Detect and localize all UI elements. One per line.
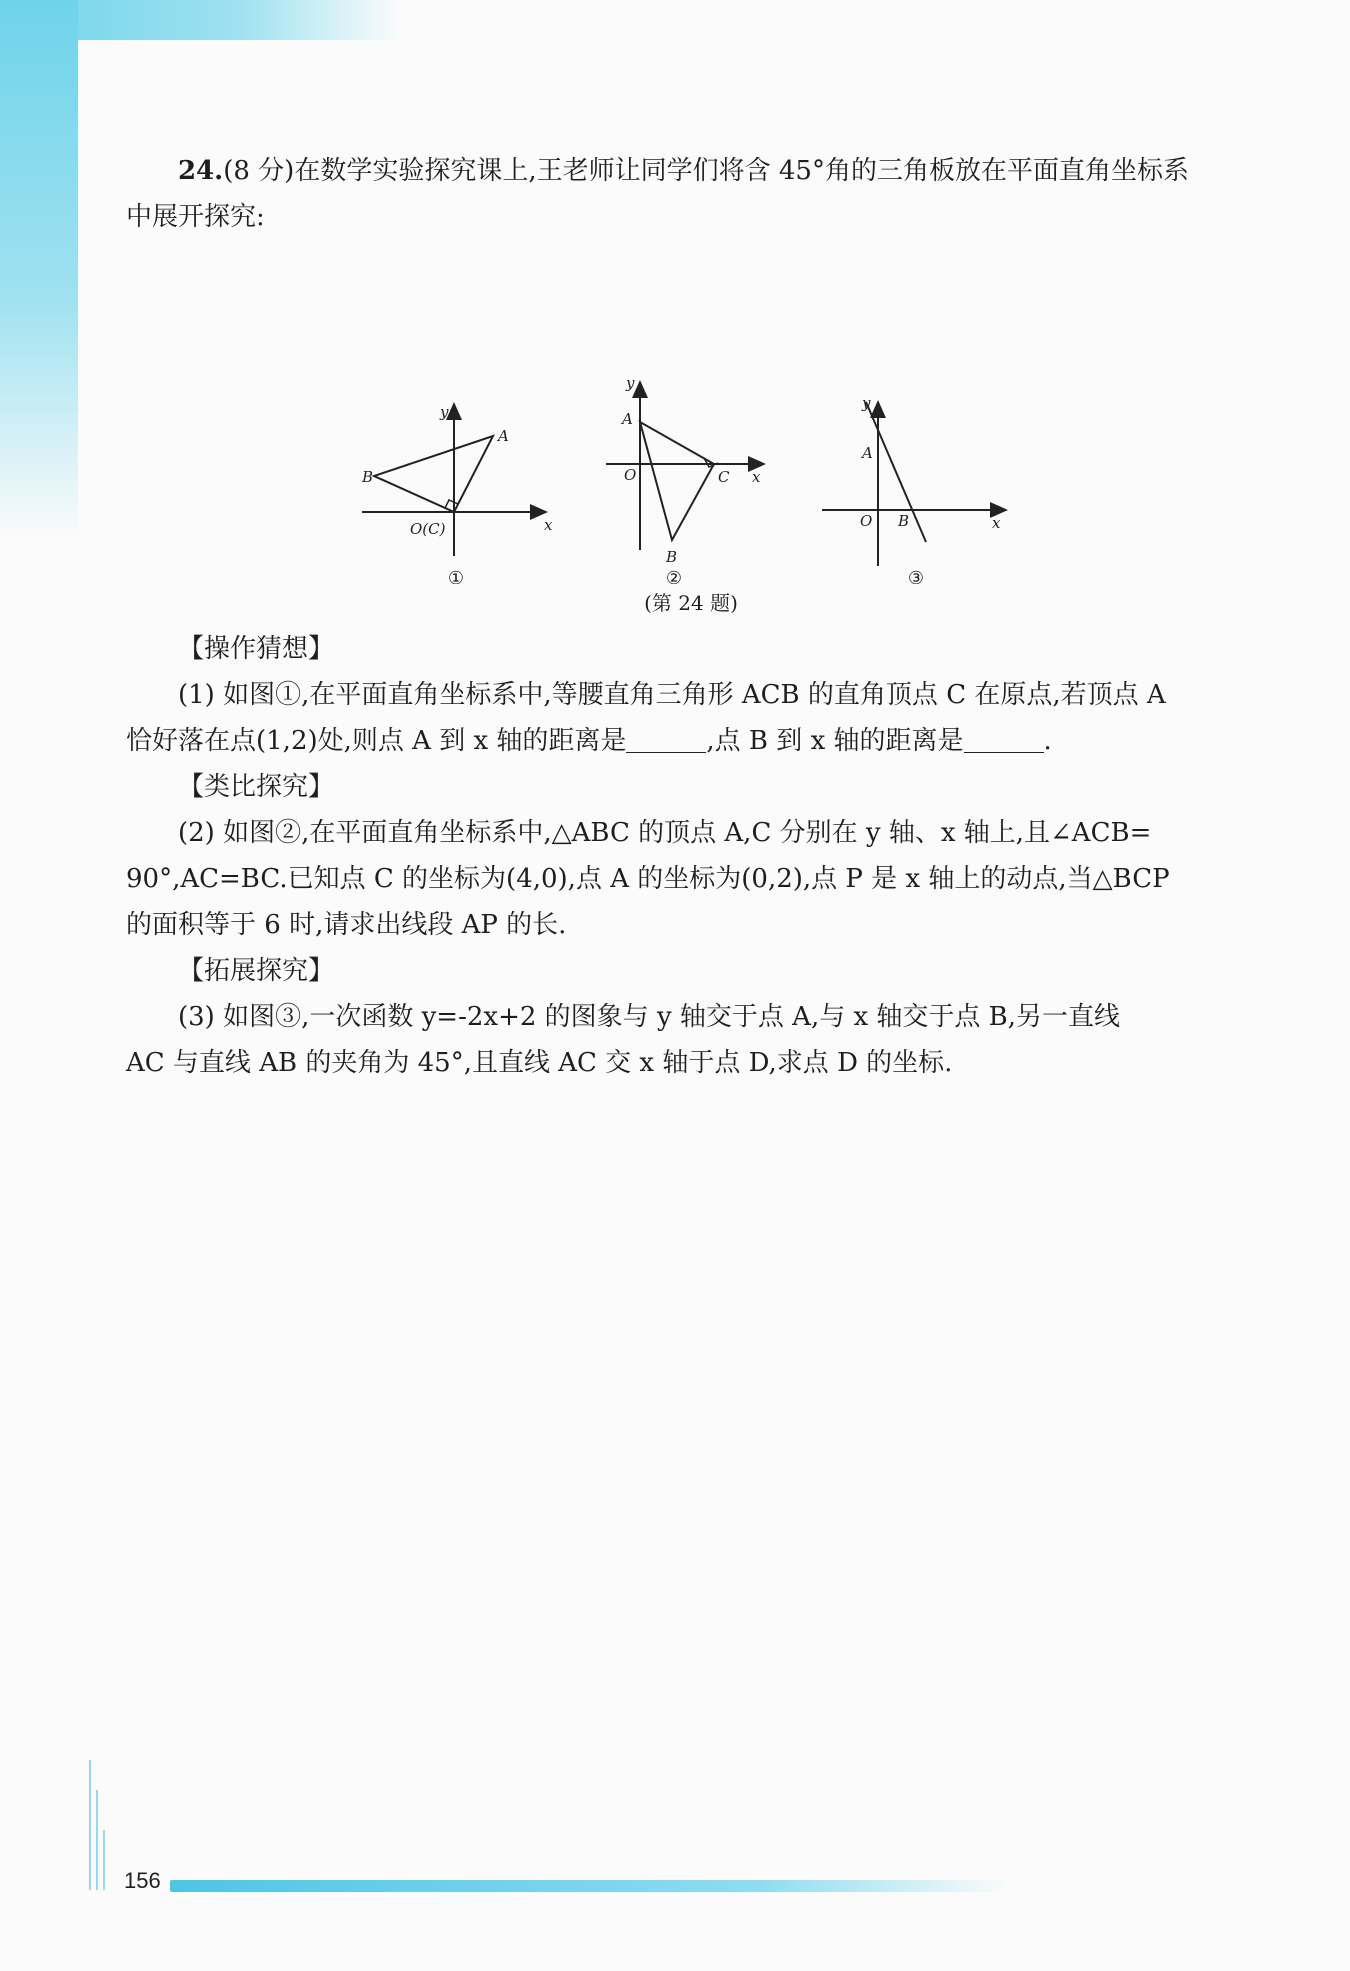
part1-line1: (1) 如图①,在平面直角坐标系中,等腰直角三角形 ACB 的直角顶点 C 在原点,若顶点 A bbox=[178, 680, 1166, 710]
part2-line3: 的面积等于 6 时,请求出线段 AP 的长. bbox=[126, 910, 567, 940]
part2-heading: 【类比探究】 bbox=[178, 772, 335, 802]
fig3-O-label: O bbox=[860, 512, 873, 530]
fig2-x-label: x bbox=[752, 468, 761, 486]
fig1-A-label: A bbox=[498, 427, 509, 445]
part2-line2: 90°,AC=BC.已知点 C 的坐标为(4,0),点 A 的坐标为(0,2),点 P 是 x 轴上的动点,当△BCP bbox=[126, 864, 1170, 894]
fig3-number: ③ bbox=[907, 568, 925, 584]
fig2-number: ② bbox=[665, 568, 683, 584]
fig3-A-label: A bbox=[862, 444, 873, 462]
page-number: 156 bbox=[124, 1868, 161, 1893]
fig1-number: ① bbox=[447, 568, 465, 584]
answer-blank-2[interactable] bbox=[964, 724, 1044, 753]
figure-caption: (第 24 题) bbox=[644, 591, 738, 615]
part3-heading: 【拓展探究】 bbox=[178, 956, 335, 986]
part1-heading: 【操作猜想】 bbox=[178, 634, 335, 664]
fig2-B-label: B bbox=[666, 548, 678, 566]
answer-blank-1[interactable] bbox=[626, 724, 706, 753]
part1-line2: 恰好落在点(1,2)处,则点 A 到 x 轴的距离是 ,点 B 到 x 轴的距离是 . bbox=[126, 726, 1052, 756]
corner-decoration-left bbox=[0, 0, 78, 540]
question-number: 24. bbox=[178, 156, 224, 186]
figures bbox=[126, 254, 1256, 584]
figure-3 bbox=[822, 402, 1006, 566]
question-intro-line2: 中展开探究: bbox=[126, 202, 265, 232]
part3-line1: (3) 如图③,一次函数 y=-2x+2 的图象与 y 轴交于点 A,与 x 轴交于点 B,另一直线 bbox=[178, 1002, 1121, 1032]
fig2-triangle bbox=[640, 422, 714, 540]
page-content bbox=[126, 148, 1256, 1086]
fig3-line-AB bbox=[866, 402, 926, 542]
part2-line1: (2) 如图②,在平面直角坐标系中,△ABC 的顶点 A,C 分别在 y 轴、x 轴上,且∠ACB= bbox=[178, 818, 1152, 848]
fig1-OC-label: O(C) bbox=[410, 520, 446, 538]
fig3-B-label: B bbox=[898, 512, 910, 530]
fig1-B-label: B bbox=[362, 468, 374, 486]
fig3-x-label: x bbox=[992, 514, 1001, 532]
fig2-C-label: C bbox=[718, 468, 730, 486]
fig3-y-label: y bbox=[862, 394, 871, 412]
fig1-x-label: x bbox=[544, 516, 553, 534]
figure-1 bbox=[362, 404, 546, 556]
fig1-triangle bbox=[374, 436, 493, 512]
part3-line2: AC 与直线 AB 的夹角为 45°,且直线 AC 交 x 轴于点 D,求点 D 的坐标. bbox=[126, 1048, 953, 1078]
figures-svg bbox=[126, 254, 1256, 584]
fig2-y-label: y bbox=[626, 374, 635, 392]
fig1-y-label: y bbox=[440, 403, 449, 421]
fig2-A-label: A bbox=[622, 410, 633, 428]
fig2-O-label: O bbox=[624, 466, 637, 484]
question-intro-line1: 24.(8 分)在数学实验探究课上,王老师让同学们将含 45°角的三角板放在平面直角坐标系 bbox=[178, 156, 1189, 186]
footer-decoration-lines bbox=[88, 1760, 112, 1900]
footer-decoration-bar bbox=[170, 1880, 1010, 1892]
